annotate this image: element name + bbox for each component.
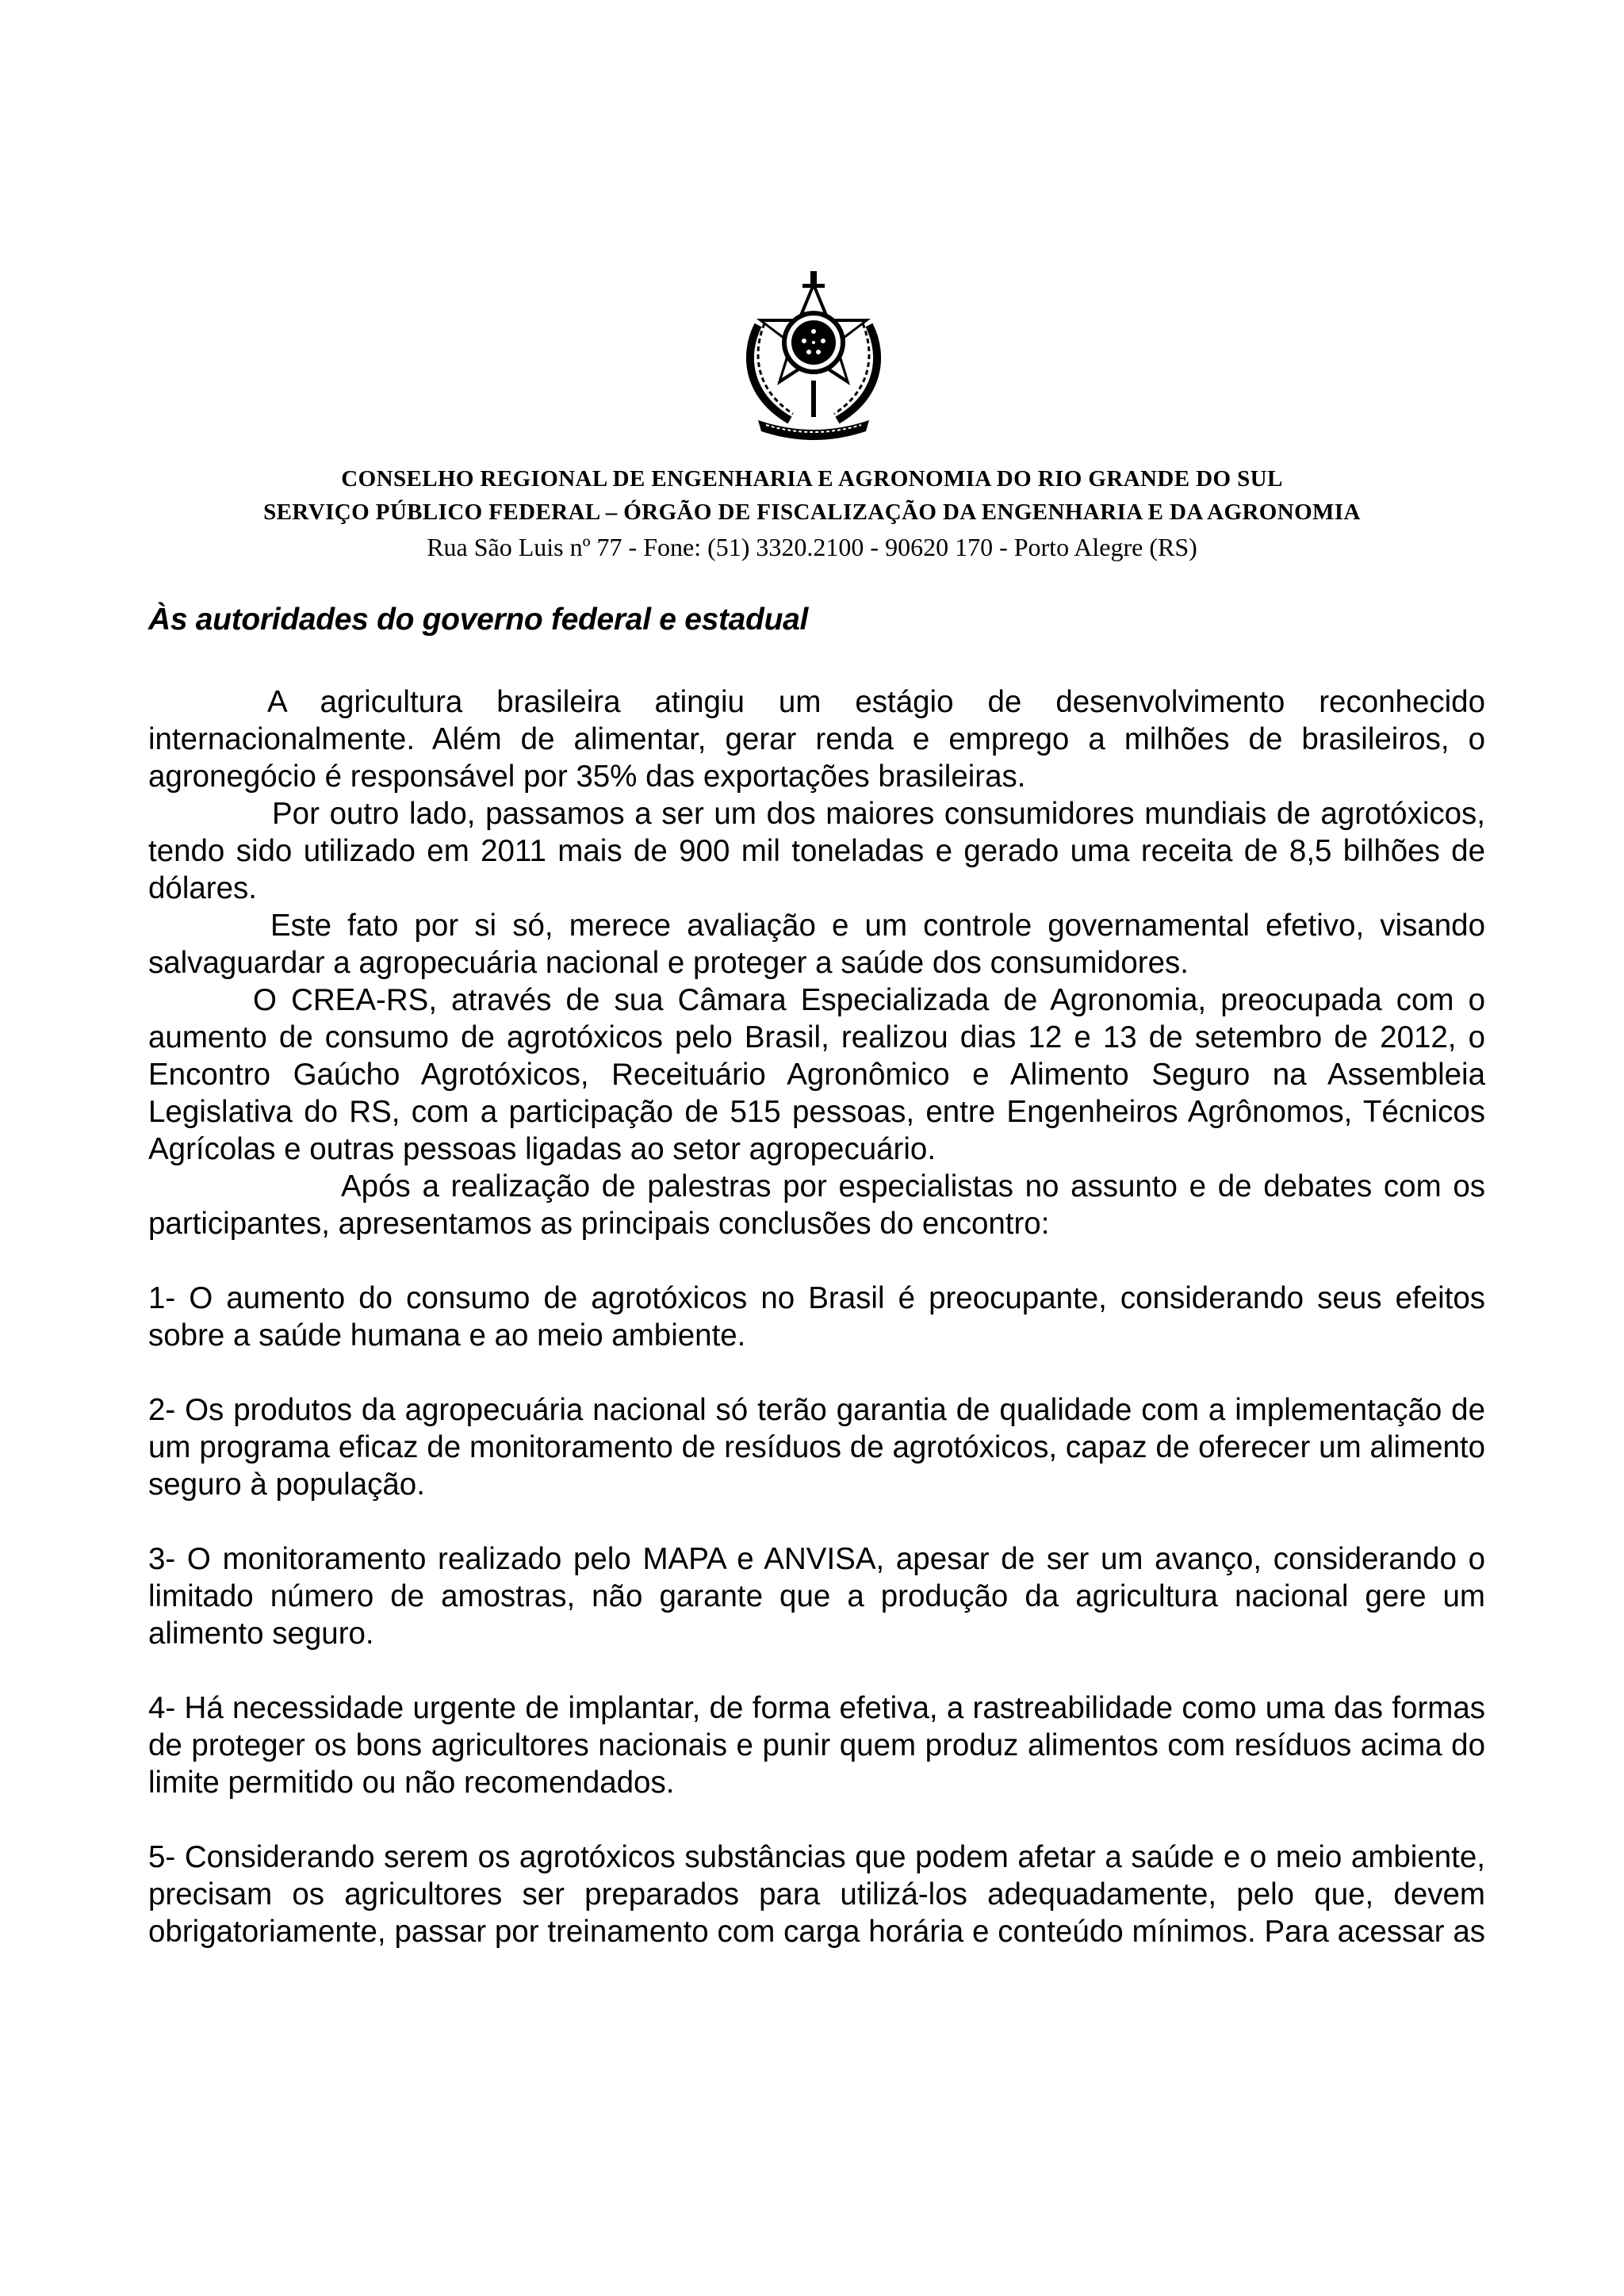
conclusion-item-5: 5- Considerando serem os agrotóxicos substâncias que podem afetar a saúde e o meio ambiente, precisam os agricultores ser preparados para utilizá-los adequadamente, pelo que, devem obrigatoriamente, passar por treinamento com carga horária e conteúdo mínimos. Para acessar as bbox=[148, 1840, 1485, 1949]
conclusion-item-3: 3- O monitoramento realizado pelo MAPA e ANVISA, apesar de ser um avanço, considerando o limitado número de amostras, não garante que a produção da agricultura nacional gere um alimento seguro. bbox=[148, 1542, 1485, 1651]
paragraph-1: A agricultura brasileira atingiu um estágio de desenvolvimento reconhecido internacionalmente. Além de alimentar, gerar renda e emprego a milhões de brasileiros, o agronegócio é responsável por 35% das exportações brasileiras. bbox=[148, 685, 1485, 794]
letterhead-service-name: SERVIÇO PÚBLICO FEDERAL – ÓRGÃO DE FISCALIZAÇÃO DA ENGENHARIA E DA AGRONOMIA bbox=[263, 499, 1361, 525]
paragraph-2: Por outro lado, passamos a ser um dos maiores consumidores mundiais de agrotóxicos, tendo sido utilizado em 2011 mais de 900 mil toneladas e gerado uma receita de 8,5 bilhões de dólares. bbox=[148, 797, 1485, 905]
paragraph-4: O CREA-RS, através de sua Câmara Especializada de Agronomia, preocupada com o aumento de consumo de agrotóxicos pelo Brasil, realizou dias 12 e 13 de setembro de 2012, o Encontro Gaúcho Agrotóxicos, Receituário Agronômico e Alimento Seguro na Assembleia Legislativa do RS, com a participação de 515 pessoas, entre Engenheiros Agrônomos, Técnicos Agrícolas e outras pessoas ligadas ao setor agropecuário. bbox=[148, 983, 1485, 1166]
conclusion-item-2: 2- Os produtos da agropecuária nacional só terão garantia de qualidade com a implementação de um programa eficaz de monitoramento de resíduos de agrotóxicos, capaz de oferecer um alimento seguro à população. bbox=[148, 1393, 1485, 1502]
paragraph-5: Após a realização de palestras por especialistas no assunto e de debates com os participantes, apresentamos as principais conclusões do encontro: bbox=[148, 1169, 1485, 1241]
paragraph-3: Este fato por si só, merece avaliação e um controle governamental efetivo, visando salvaguardar a agropecuária nacional e proteger a saúde dos consumidores. bbox=[148, 909, 1485, 980]
conclusion-item-4: 4- Há necessidade urgente de implantar, de forma efetiva, a rastreabilidade como uma das formas de proteger os bons agricultores nacionais e punir quem produz alimentos com resíduos acima do limite permitido ou não recomendados. bbox=[148, 1691, 1485, 1800]
letterhead-address: Rua São Luis nº 77 - Fone: (51) 3320.2100 - 90620 170 - Porto Alegre (RS) bbox=[427, 533, 1197, 561]
letter-body bbox=[148, 683, 1485, 1950]
letterhead-council-name: CONSELHO REGIONAL DE ENGENHARIA E AGRONOMIA DO RIO GRANDE DO SUL bbox=[341, 466, 1283, 492]
conclusion-item-1: 1- O aumento do consumo de agrotóxicos no Brasil é preocupante, considerando seus efeitos sobre a saúde humana e ao meio ambiente. bbox=[148, 1281, 1485, 1353]
letter-salutation: Às autoridades do governo federal e estadual bbox=[148, 603, 809, 637]
brazil-coat-of-arms-icon bbox=[734, 270, 893, 444]
